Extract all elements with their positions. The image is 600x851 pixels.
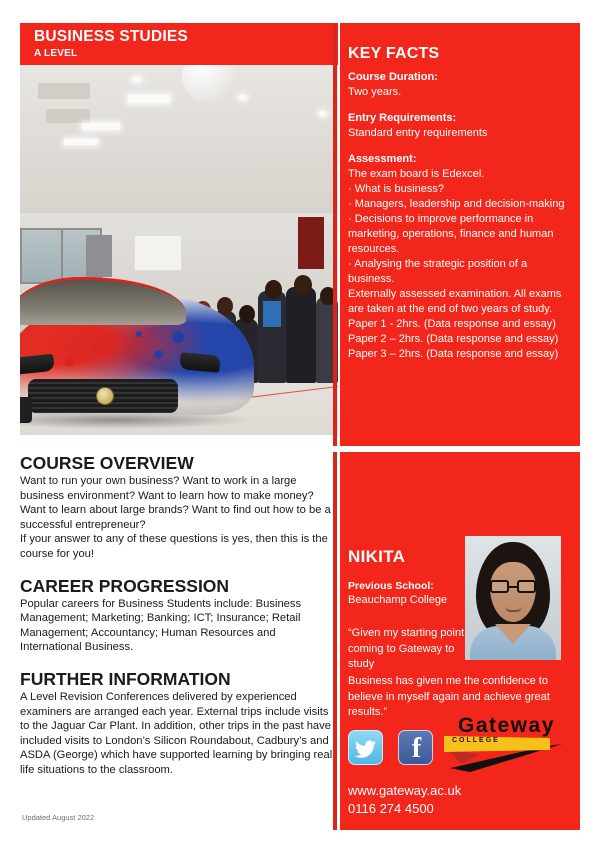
entry-requirements-label: Entry Requirements: bbox=[348, 112, 457, 124]
car-windscreen bbox=[20, 277, 186, 325]
logo-banner-text: COLLEGE bbox=[452, 737, 500, 744]
car-badge-icon bbox=[96, 387, 114, 405]
website-url[interactable]: www.gateway.ac.uk bbox=[348, 783, 462, 798]
photo-red-panel bbox=[298, 217, 324, 269]
page-subtitle: A LEVEL bbox=[34, 48, 78, 59]
further-information-text: A Level Revision Conferences delivered by experienced examiners are arranged each year. External trips include visits to the Jaguar Car Plant. In addition, other trips in the past have included visits to London’s Silicon Roundabout, Cadbury’s and ASDA (George) which have supported learning by bringing real life situations to the classroom. bbox=[20, 690, 333, 776]
previous-school-value: Beauchamp College bbox=[348, 594, 448, 606]
facebook-f-glyph: f bbox=[411, 733, 422, 764]
key-facts-heading: KEY FACTS bbox=[348, 45, 440, 62]
car-air-vent bbox=[20, 397, 32, 423]
course-overview-heading: COURSE OVERVIEW bbox=[20, 453, 194, 473]
testimonial-quote-start: “Given my starting point coming to Gateway to study bbox=[348, 627, 465, 670]
spacer bbox=[20, 562, 338, 575]
car-paint-splatter bbox=[136, 331, 142, 337]
career-progression-text: Popular careers for Business Students include: Business Management; Marketing; Banking; ICT; Insurance; Retail Management; Accountancy; Human Resources and International Business. bbox=[20, 597, 302, 654]
key-facts-panel bbox=[340, 23, 580, 446]
gateway-college-logo bbox=[444, 714, 569, 774]
entry-requirements-value: Standard entry requirements bbox=[348, 127, 488, 139]
previous-school-label: Previous School: bbox=[348, 580, 434, 592]
exam-paper-line: Paper 1 - 2hrs. (Data response and essay) bbox=[348, 318, 556, 330]
spacer bbox=[348, 100, 566, 111]
career-progression-heading: CAREER PROGRESSION bbox=[20, 575, 230, 596]
student-portrait bbox=[465, 536, 561, 660]
testimonial-panel-edge bbox=[333, 452, 337, 830]
key-facts-panel-edge bbox=[333, 23, 337, 446]
photo-spot-light bbox=[132, 77, 142, 82]
car-paint-splatter bbox=[64, 357, 74, 367]
course-duration-label: Course Duration: bbox=[348, 71, 438, 83]
further-information-heading: FURTHER INFORMATION bbox=[20, 668, 231, 689]
hero-block bbox=[20, 23, 338, 435]
photo-spot-light bbox=[238, 95, 247, 100]
photo-ceiling-tile bbox=[46, 109, 90, 123]
testimonial-panel bbox=[340, 452, 580, 830]
assessment-label: Assessment: bbox=[348, 153, 417, 165]
photo-ceiling-light bbox=[64, 139, 98, 145]
photo-student-shirt bbox=[263, 301, 281, 327]
photo-ceiling-light bbox=[82, 123, 120, 130]
photo-student-head bbox=[294, 275, 312, 295]
page-title: BUSINESS STUDIES bbox=[34, 28, 188, 45]
car-paint-splatter bbox=[154, 350, 163, 359]
car-headlight-right bbox=[179, 352, 220, 372]
facebook-icon[interactable] bbox=[398, 730, 433, 765]
photo-spot-light bbox=[318, 111, 327, 116]
assessment-bullet: · Analysing the strategic position of a business. bbox=[348, 258, 528, 285]
twitter-icon[interactable] bbox=[348, 730, 383, 765]
photo-student-head bbox=[265, 280, 282, 299]
car-paint-splatter bbox=[172, 331, 184, 343]
exam-paper-line: Paper 3 – 2hrs. (Data response and essay) bbox=[348, 348, 559, 360]
course-overview-text: Want to run your own business? Want to work in a large business environment? Want to learn how to make money? Want to learn about large brands? Want to find out how to be a successful entrepreneur? bbox=[20, 475, 331, 531]
assessment-bullet: · What is business? bbox=[348, 183, 444, 195]
student-name: NIKITA bbox=[348, 547, 406, 566]
assessment-bullet: · Decisions to improve performance in marketing, operations, finance and human resources. bbox=[348, 213, 554, 255]
spacer bbox=[348, 141, 566, 152]
body-content bbox=[20, 452, 338, 778]
photo-ceiling-tile bbox=[38, 83, 90, 99]
assessment-note: Externally assessed examination. All exams are taken at the end of two years of study. bbox=[348, 288, 562, 315]
updated-date: Updated August 2022 bbox=[22, 813, 95, 822]
telephone-number[interactable]: 0116 274 4500 bbox=[348, 801, 434, 816]
showroom-photo bbox=[20, 65, 338, 435]
testimonial-quote-end: Business has given me the confidence to believe in myself again and achieve great results.” bbox=[348, 675, 550, 718]
course-overview-text: If your answer to any of these questions is yes, then this is the course for you! bbox=[20, 533, 328, 560]
exam-paper-line: Paper 2 – 2hrs. (Data response and essay) bbox=[348, 333, 559, 345]
page-title-bar bbox=[20, 23, 338, 65]
spacer bbox=[20, 655, 338, 668]
logo-wordmark: Gateway bbox=[458, 714, 555, 737]
course-duration-value: Two years. bbox=[348, 86, 402, 98]
car-paint-splatter bbox=[90, 344, 97, 351]
photo-sports-car bbox=[20, 239, 254, 429]
glasses-icon bbox=[490, 580, 536, 593]
photo-student bbox=[286, 287, 316, 383]
assessment-bullet: · Managers, leadership and decision-making bbox=[348, 198, 565, 210]
photo-ceiling-light bbox=[128, 95, 170, 103]
assessment-intro: The exam board is Edexcel. bbox=[348, 168, 485, 180]
